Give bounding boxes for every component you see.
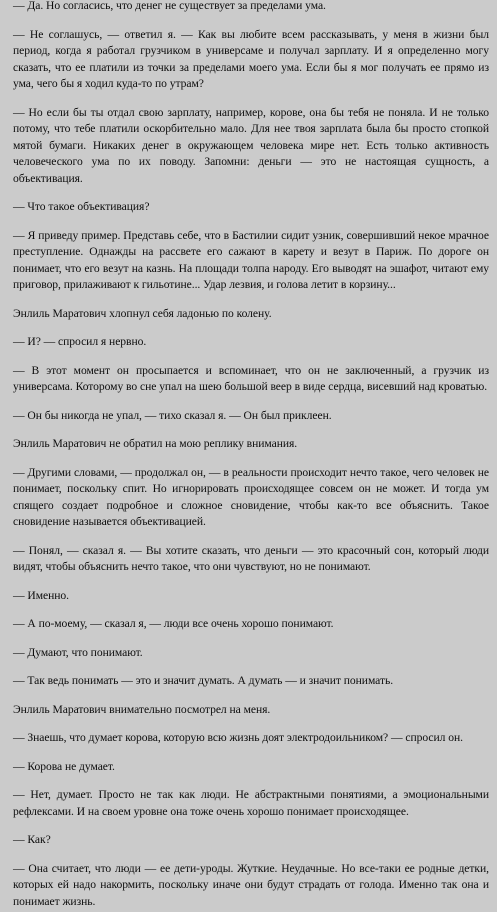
paragraph: — И? — спросил я нервно. — [13, 335, 147, 348]
paragraph: — Знаешь, что думает корова, которую всю жизнь доят электродоильником? — спросил он. — [13, 731, 463, 744]
paragraph: Энлиль Маратович хлопнул себя ладонью по колену. — [13, 306, 272, 320]
paragraph: Энлиль Маратович не обратил на мою реплику внимания. — [13, 437, 298, 450]
paragraph: — Он бы никогда не упал, — тихо сказал я. — Он был приклеен. — [13, 408, 332, 422]
paragraph: — В этот момент он просыпается и вспоминает, что он не заключенный, а грузчик из универсама. Которому во сне упал на шею большой веер в виде сердца, висевший над кроватью. — [13, 363, 489, 393]
paragraph: — Да. Но согласись, что денег не существует за пределами ума. — [13, 0, 326, 12]
paragraph: — Что такое объективация? — [13, 200, 150, 213]
paragraph: — Корова не думает. — [13, 759, 115, 773]
paragraph: — А по-моему, — сказал я, — люди все очень хорошо понимают. — [13, 617, 334, 630]
paragraph: — Именно. — [13, 588, 70, 602]
paragraph: — Не соглашусь, — ответил я. — Как вы любите всем рассказывать, у меня в жизни был период, когда я работал грузчиком в универсаме и получал зарплату. И я определенно могу сказать, что ее платили из точки за пределами моего ума. Если бы я мог получать ее прямо из ума, чего бы я ходил куда-то по утрам? — [13, 27, 489, 90]
paragraph: — Она считает, что люди — ее дети-уроды. Жуткие. Неудачные. Но все-таки ее родные детки, которых ей надо накормить, поскольку иначе они будут страдать от голода. Именно так она и понимает жизнь. — [13, 861, 489, 908]
paragraph: — Так ведь понимать — это и значит думать. А думать — и значит понимать. — [13, 674, 394, 687]
paragraph: — Думают, что понимают. — [13, 645, 143, 659]
paragraph: — Понял, — сказал я. — Вы хотите сказать, что деньги — это красочный сон, который люди видят, чтобы объяснить нечто такое, что они чувствуют, но не понимают. — [13, 543, 489, 573]
paragraph: — Другими словами, — продолжал он, — в реальности происходит нечто такое, чего человек не понимает, поскольку спит. Но игнорировать происходящее совсем он не может. И тогда ум спящего создает подробное и сложное сновидение, чтобы как-то все объяснить. Такое сновидение называется объективацией. — [13, 465, 489, 528]
paragraph: — Но если бы ты отдал свою зарплату, например, корове, она бы тебя не поняла. И не только потому, что тебе платили оскорбительно мало. Для нее твоя зарплата была бы просто стопкой мятой бумаги. Никаких денег в окружающем человека мире нет. Есть только активность человеческого ума по их поводу. Запомни: деньги — это не настоящая сущность, а объективация. — [13, 105, 489, 185]
paragraph: — Нет, думает. Просто не так как люди. Не абстрактными понятиями, а эмоциональными рефлексами. И на своем уровне она тоже очень хорошо понимает происходящее. — [13, 788, 489, 818]
paragraph: Энлиль Маратович внимательно посмотрел на меня. — [13, 702, 271, 716]
paragraph: — Как? — [13, 833, 51, 846]
paragraph: — Я приведу пример. Представь себе, что в Бастилии сидит узник, совершивший некое мрачное преступление. Однажды на рассвете его сажают в карету и везут в Париж. По дороге он понимает, что его везут на казнь. На площади толпа народу. Его выводят на эшафот, читают ему приговор, прилаживают к гильотине... Удар лезвия, и голова летит в корзину... — [13, 228, 489, 291]
